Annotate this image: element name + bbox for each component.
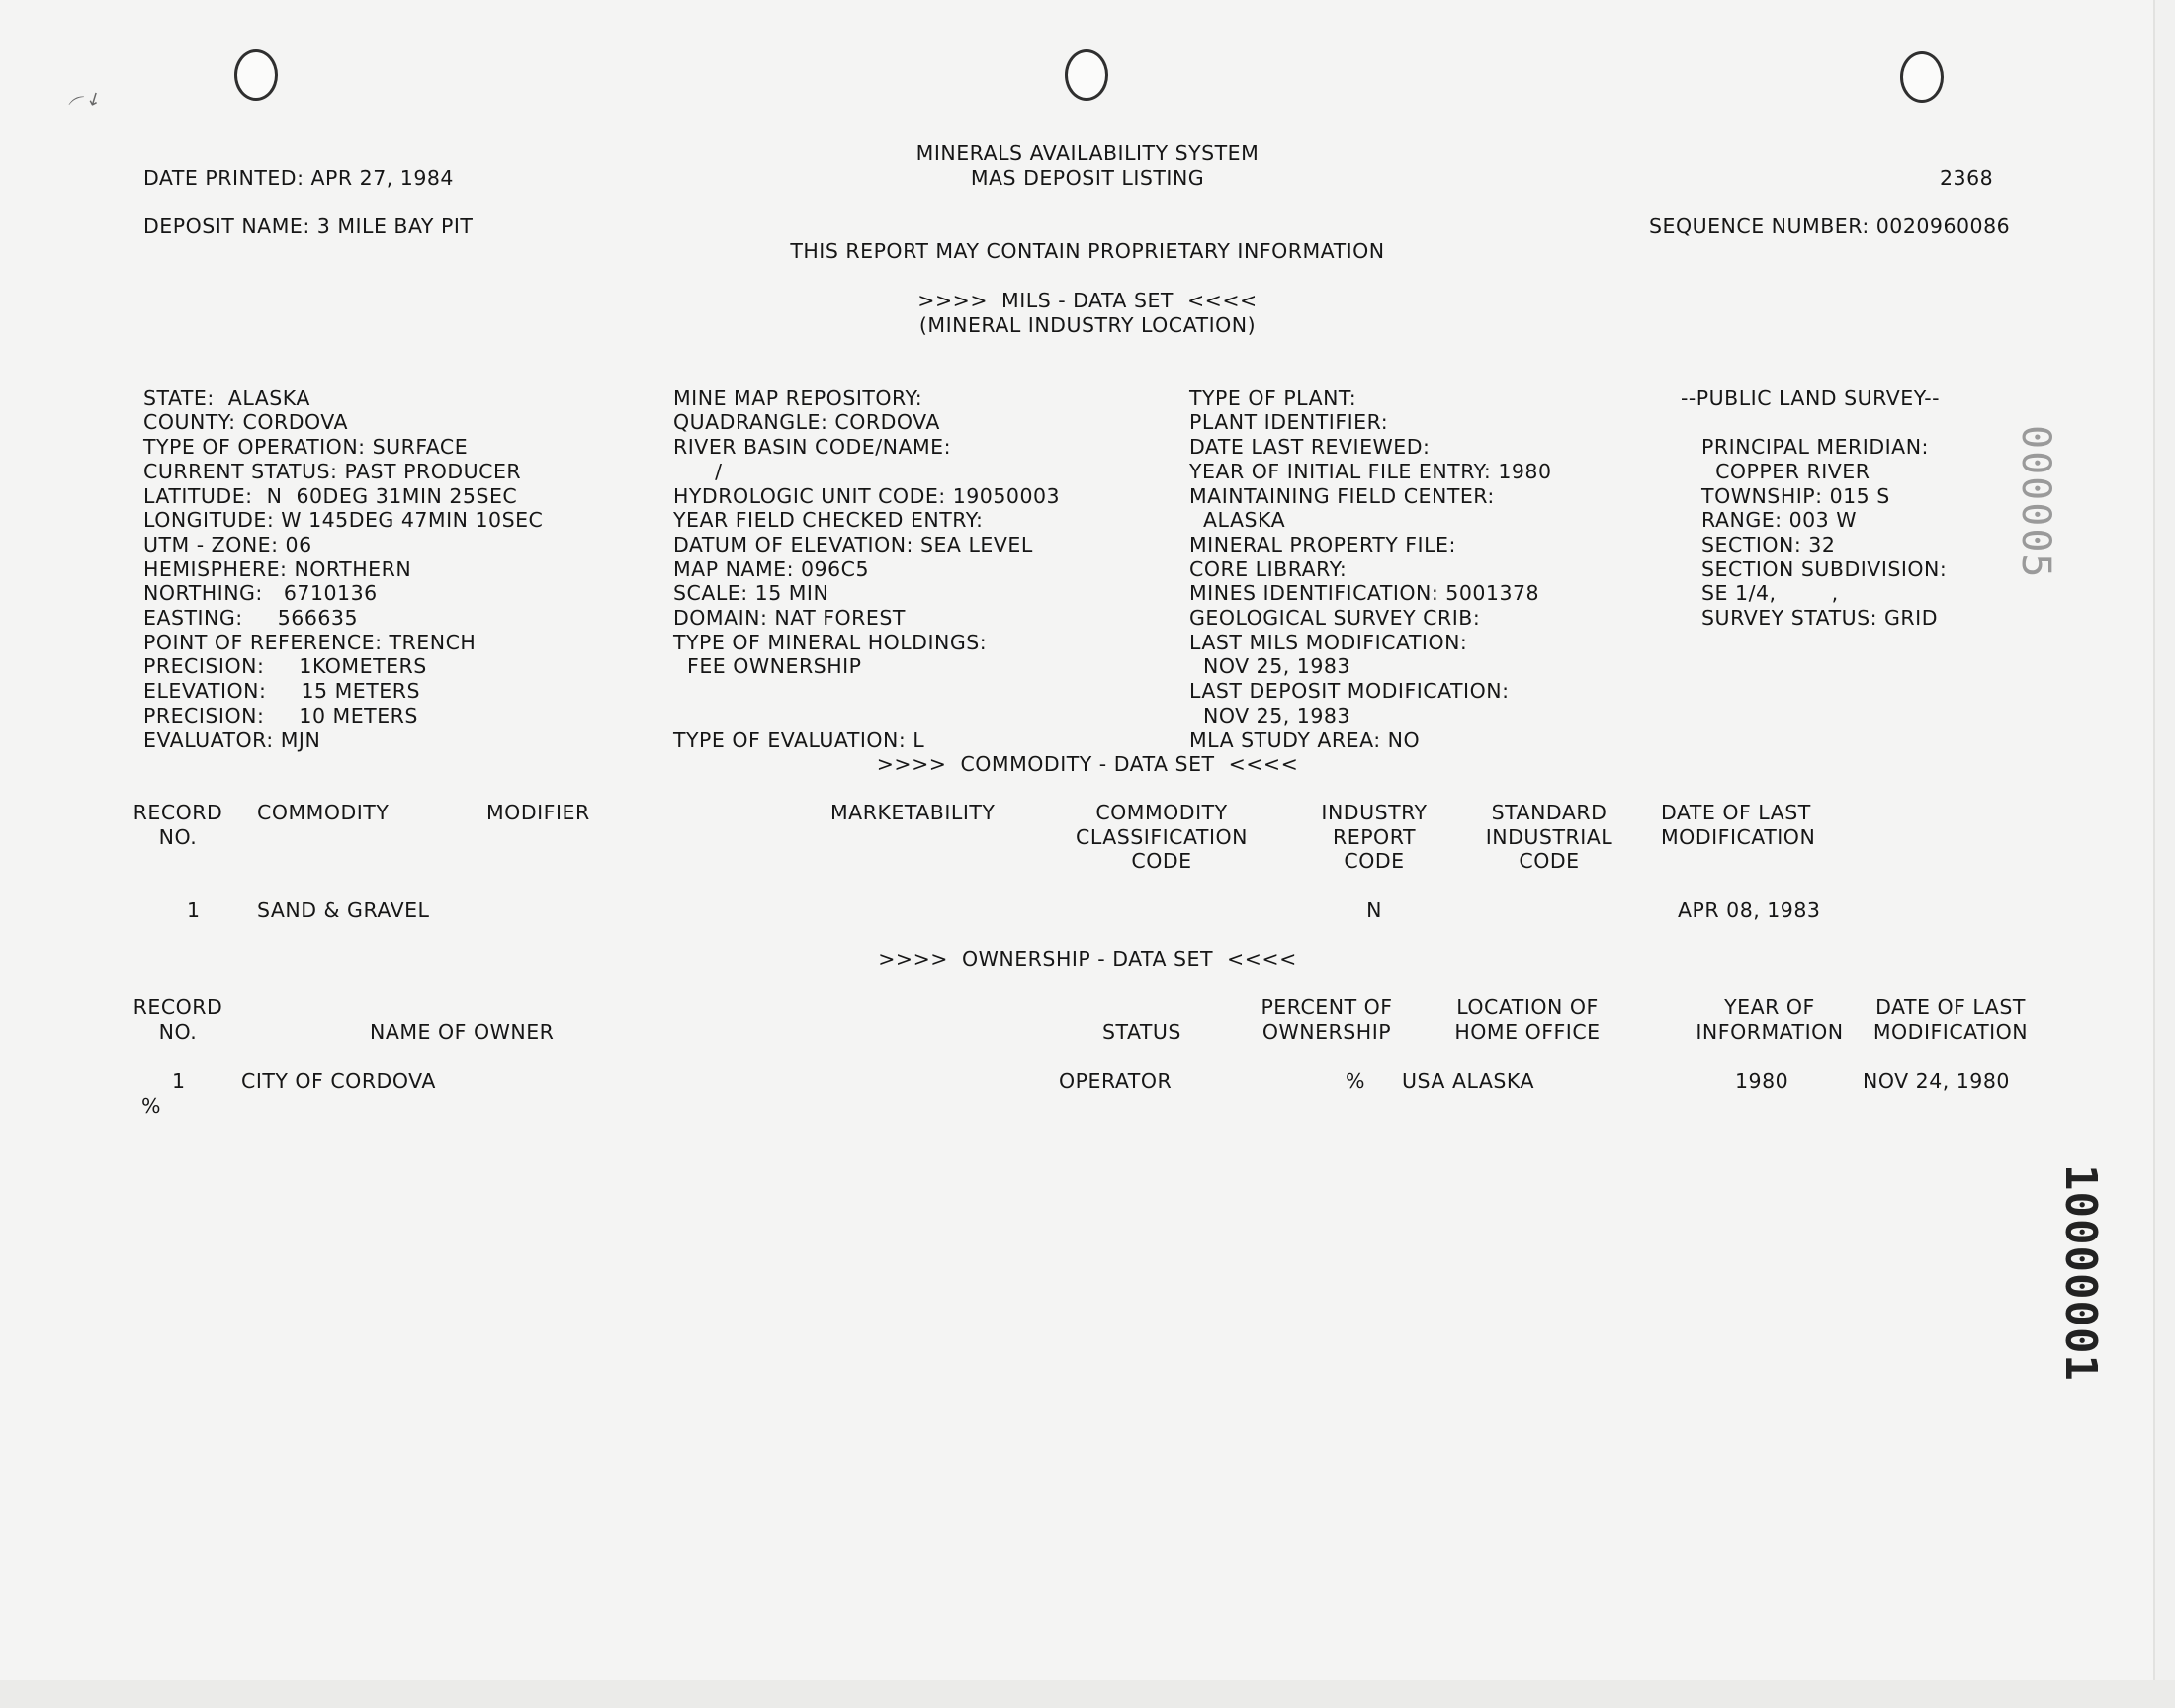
mils-column-3: TYPE OF PLANT: PLANT IDENTIFIER: DATE LAST REVIEWED: YEAR OF INITIAL FILE ENTRY: 1980 MAINTAINING FIELD CENTER: ALASKA MINERAL PROPERTY FILE: CORE LIBRARY: MINES IDENTIFICATION: 5001378 GEOLOGICAL SURVEY CRIB: LAST MILS MODIFICATION: NOV 25, 1983 LAST DEPOSIT MODIFICATION: NOV 25, 1983 MLA STUDY AREA: NO: [1189, 385, 1552, 752]
commodity-header-classification: COMMODITY CLASSIFICATION CODE: [1076, 801, 1248, 874]
owner-status: OPERATOR: [1059, 1069, 1173, 1093]
owner-name: CITY OF CORDOVA: [241, 1069, 436, 1093]
proprietary-notice: THIS REPORT MAY CONTAIN PROPRIETARY INFORMATION: [790, 239, 1385, 263]
stamp-number-lower: 10000001: [2055, 1164, 2106, 1382]
owner-location: USA ALASKA: [1402, 1069, 1534, 1093]
ownership-header-record: RECORD NO.: [132, 995, 223, 1044]
report-title: MINERALS AVAILABILITY SYSTEM MAS DEPOSIT LISTING: [915, 141, 1260, 190]
ownership-header-name: NAME OF OWNER: [370, 1020, 555, 1044]
commodity-record-no: 1: [187, 898, 201, 922]
commodity-header-modifier: MODIFIER: [486, 801, 590, 824]
mils-section-heading: >>>> MILS - DATA SET <<<< (MINERAL INDUSTRY LOCATION): [917, 289, 1258, 337]
commodity-header-sic: STANDARD INDUSTRIAL CODE: [1485, 801, 1613, 874]
ownership-header-year: YEAR OF INFORMATION: [1696, 995, 1844, 1044]
date-printed: DATE PRINTED: APR 27, 1984: [143, 166, 454, 190]
sequence-number: SEQUENCE NUMBER: 0020960086: [1649, 214, 2011, 238]
page-edge: [0, 1680, 2175, 1708]
commodity-header-marketability: MARKETABILITY: [830, 801, 996, 824]
mils-column-1: STATE: ALASKA COUNTY: CORDOVA TYPE OF OPERATION: SURFACE CURRENT STATUS: PAST PRODUCER LATITUDE: N 60DEG 31MIN 25SEC LONGITUDE: W 145DEG 47MIN 10SEC UTM - ZONE: 06 HEMISPHERE: NORTHERN NORTHING: 6710136 EASTING: 566635 POINT OF REFERENCE: TRENCH PRECISION: 1KOMETERS ELEVATION: 15 METERS PRECISION: 10 METERS EVALUATOR: MJN: [143, 385, 544, 752]
punch-hole-right: [1900, 51, 1944, 103]
stamp-number-upper: 000005: [2013, 425, 2058, 580]
page-number: 2368: [1940, 166, 1994, 190]
commodity-name: SAND & GRAVEL: [257, 898, 430, 922]
ownership-header-status: STATUS: [1102, 1020, 1181, 1044]
owner-percent: %: [1346, 1069, 1365, 1093]
commodity-section-heading: >>>> COMMODITY - DATA SET <<<<: [876, 752, 1299, 776]
mils-column-2: MINE MAP REPOSITORY: QUADRANGLE: CORDOVA RIVER BASIN CODE/NAME: / HYDROLOGIC UNIT CODE: 19050003 YEAR FIELD CHECKED ENTRY: DATUM OF ELEVATION: SEA LEVEL MAP NAME: 096C5 SCALE: 15 MIN DOMAIN: NAT FOREST TYPE OF MINERAL HOLDINGS: FEE OWNERSHIP TYPE OF EVALUATION: L: [673, 385, 1061, 752]
end-marker: %: [141, 1094, 161, 1118]
punch-hole-center: [1065, 49, 1108, 101]
ownership-header-location: LOCATION OF HOME OFFICE: [1454, 995, 1601, 1044]
ownership-header-percent: PERCENT OF OWNERSHIP: [1261, 995, 1393, 1044]
owner-date: NOV 24, 1980: [1863, 1069, 2010, 1093]
commodity-header-commodity: COMMODITY: [257, 801, 390, 824]
owner-year: 1980: [1735, 1069, 1789, 1093]
commodity-header-industry-report: INDUSTRY REPORT CODE: [1321, 801, 1428, 874]
public-land-survey: --PUBLIC LAND SURVEY-- PRINCIPAL MERIDIAN: COPPER RIVER TOWNSHIP: 015 S RANGE: 003 W SECTION: 32 SECTION SUBDIVISION: SE 1/4, , SURVEY STATUS: GRID: [1681, 385, 1948, 631]
punch-hole-left: [234, 49, 278, 101]
commodity-header-date: DATE OF LAST MODIFICATION: [1661, 801, 1816, 849]
ownership-header-date: DATE OF LAST MODIFICATION: [1872, 995, 2029, 1044]
scribble-mark: ⌒↙: [66, 86, 106, 121]
deposit-name: DEPOSIT NAME: 3 MILE BAY PIT: [143, 214, 474, 238]
ownership-record-no: 1: [172, 1069, 186, 1093]
commodity-date: APR 08, 1983: [1678, 898, 1821, 922]
commodity-header-record: RECORD NO.: [132, 801, 223, 849]
ownership-section-heading: >>>> OWNERSHIP - DATA SET <<<<: [878, 947, 1297, 971]
commodity-industry-code: N: [1366, 898, 1382, 922]
